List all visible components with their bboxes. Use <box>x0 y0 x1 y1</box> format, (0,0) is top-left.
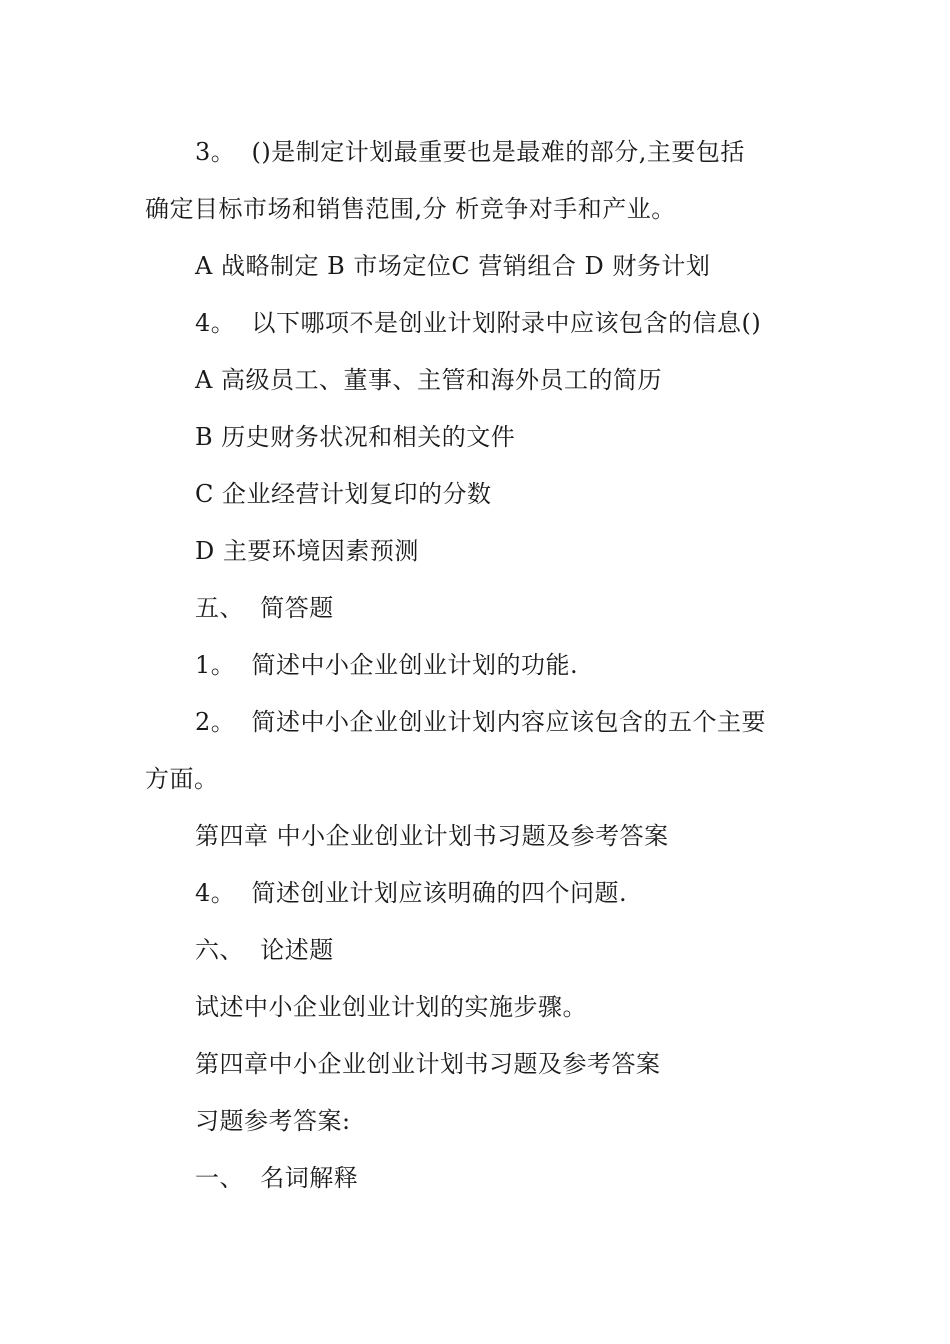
answers-section1-heading: 一、 名词解释 <box>195 1164 359 1192</box>
section5-question-1: 1。 简述中小企业创业计划的功能. <box>195 651 579 679</box>
section5-heading: 五、 简答题 <box>195 594 334 622</box>
q3-stem-line1: 3。 ()是制定计划最重要也是最难的部分,主要包括 <box>195 138 745 166</box>
answers-chapter-title: 第四章中小企业创业计划书习题及参考答案 <box>195 1050 661 1078</box>
answers-label: 习题参考答案: <box>195 1107 351 1135</box>
q3-stem-line2: 确定目标市场和销售范围,分 析竞争对手和产业。 <box>145 195 676 223</box>
q4-stem: 4。 以下哪项不是创业计划附录中应该包含的信息() <box>195 309 762 337</box>
q4-option-d: D 主要环境因素预测 <box>195 537 419 565</box>
section5-question-2-line2: 方面。 <box>145 765 219 793</box>
q3-options: A 战略制定 B 市场定位C 营销组合 D 财务计划 <box>195 252 711 280</box>
q4-option-c: C 企业经营计划复印的分数 <box>195 480 492 508</box>
q4-option-b: B 历史财务状况和相关的文件 <box>195 423 516 451</box>
chapter-title-repeat: 第四章 中小企业创业计划书习题及参考答案 <box>195 822 669 850</box>
section5-question-4: 4。 简述创业计划应该明确的四个问题. <box>195 879 628 907</box>
q4-option-a: A 高级员工、董事、主管和海外员工的简历 <box>195 366 662 394</box>
section6-heading: 六、 论述题 <box>195 936 334 964</box>
section5-question-2-line1: 2。 简述中小企业创业计划内容应该包含的五个主要 <box>195 708 767 736</box>
section6-prompt: 试述中小企业创业计划的实施步骤。 <box>195 993 587 1021</box>
